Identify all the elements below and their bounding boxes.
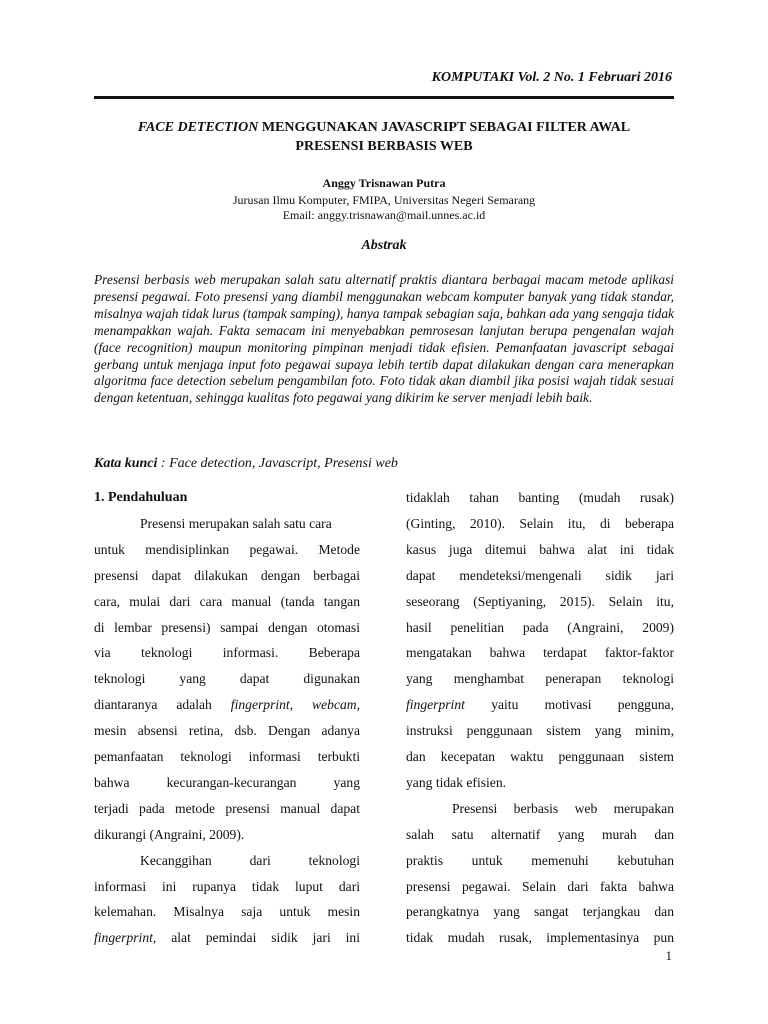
body-line: mesin absensi retina, dsb. Dengan adanya (94, 723, 360, 739)
body-line: tidaklah tahan banting (mudah rusak) (406, 490, 674, 505)
body-line: Presensi merupakan salah satu cara (140, 515, 332, 531)
abstract-heading: Abstrak (361, 238, 407, 253)
body-line: untuk mendisiplinkan pegawai. Metode (94, 541, 360, 557)
title-rest: MENGGUNAKAN JAVASCRIPT SEBAGAI FILTER AWAL (258, 120, 631, 135)
line-text: diantaranya adalah (94, 697, 231, 713)
author-affiliation: Jurusan Ilmu Komputer, FMIPA, Universitas Negeri Semarang (232, 193, 536, 207)
body-line: presensi dapat dilakukan dengan berbagai (94, 567, 360, 583)
body-line (94, 930, 360, 946)
line-text: yaitu motivasi pengguna, (464, 697, 674, 713)
body-line: kelemahan. Misalnya saja untuk mesin (94, 904, 360, 920)
body-line: bahwa kecurangan-kecurangan yang (94, 774, 360, 790)
body-line: yang menghambat penerapan teknologi (406, 671, 674, 687)
title-line-2: PRESENSI BERBASIS WEB (295, 139, 473, 154)
body-line: cara, mulai dari cara manual (tanda tangan (94, 593, 360, 609)
emphasis-text: fingerprint, webcam, (230, 697, 361, 713)
body-line: tidak mudah rusak, implementasinya pun (406, 930, 674, 946)
body-line: informasi ini rupanya tidak luput dari (94, 878, 360, 894)
emphasis-text: fingerprint, (94, 930, 157, 946)
keywords-label: Kata kunci (94, 456, 158, 471)
body-line: presensi pegawai. Selain dari fakta bahwa (406, 878, 674, 894)
body-line: dapat mendeteksi/mengenali sidik jari (406, 567, 674, 583)
body-line: di lembar presensi) sampai dengan otomasi (94, 619, 360, 635)
body-line: perangkatnya yang sangat terjangkau dan (406, 904, 674, 920)
paper-title (94, 118, 674, 156)
body-line: teknologi yang dapat digunakan (94, 671, 360, 687)
keywords (94, 456, 674, 472)
body-line: pemanfaatan teknologi informasi terbukti (94, 749, 360, 764)
emphasis-text: fingerprint (406, 697, 465, 713)
title-italic: FACE DETECTION (137, 120, 259, 135)
journal-header: KOMPUTAKI Vol. 2 No. 1 Februari 2016 (431, 70, 672, 85)
line-text: alat pemindai sidik jari ini (156, 930, 360, 946)
body-line: Presensi berbasis web merupakan (452, 800, 674, 816)
body-line: seseorang (Septiyaning, 2015). Selain itu, (406, 593, 674, 609)
body-line: yang tidak efisien. (406, 774, 507, 790)
body-line: instruksi penggunaan sistem yang minim, (406, 723, 674, 739)
body-line: salah satu alternatif yang murah dan (406, 826, 674, 842)
body-line: hasil penelitian pada (Angraini, 2009) (406, 619, 674, 635)
author-email: Email: anggy.trisnawan@mail.unnes.ac.id (282, 208, 486, 222)
body-line: terjadi pada metode presensi manual dapat (94, 800, 360, 816)
body-line: kasus juga ditemui bahwa alat ini tidak (406, 541, 674, 557)
body-line: dan kecepatan waktu penggunaan sistem (406, 749, 674, 764)
body-line (406, 697, 674, 713)
body-line: dikurangi (Angraini, 2009). (94, 826, 245, 842)
abstract-text: Presensi berbasis web merupakan salah satu alternatif praktis diantara berbagai macam metode aplikasi presensi pegawai. Foto presensi yang diambil menggunakan webcam komputer banyak yang tidak standar, misalnya wajah tidak lurus (tampak samping), hanya tampak sebagian saja, bahkan ada yang sengaja tidak menampakkan wajah. Fakta semacam ini menyebabkan pemrosesan lanjutan berupa pengenalan wajah (face recognition) maupun monitoring pimpinan menjadi tidak efisien. Pemanfaatan javascript sebagai gerbang untuk menjaga input foto pegawai supaya lebih tertib dapat dilakukan dengan cara menerapkan algoritma face detection sebelum pengambilan foto. Foto tidak akan diambil jika posisi wajah tidak sesuai dengan ketentuan, sehingga kualitas foto pegawai yang dikirim ke server menjadi lebih baik. (94, 272, 674, 406)
author-name: Anggy Trisnawan Putra (322, 176, 446, 190)
body-line (94, 697, 360, 713)
page-number: 1 (665, 948, 672, 963)
body-line: Kecanggihan dari teknologi (140, 852, 360, 868)
body-line: praktis untuk memenuhi kebutuhan (406, 852, 674, 868)
header-rule (94, 96, 674, 99)
title-line-1 (94, 118, 674, 137)
body-line: (Ginting, 2010). Selain itu, di beberapa (406, 515, 674, 531)
keywords-text: : Face detection, Javascript, Presensi web (157, 456, 398, 471)
section-heading: 1. Pendahuluan (94, 490, 188, 505)
body-line: via teknologi informasi. Beberapa (94, 645, 360, 661)
body-line: mengatakan bahwa terdapat faktor-faktor (406, 645, 674, 661)
